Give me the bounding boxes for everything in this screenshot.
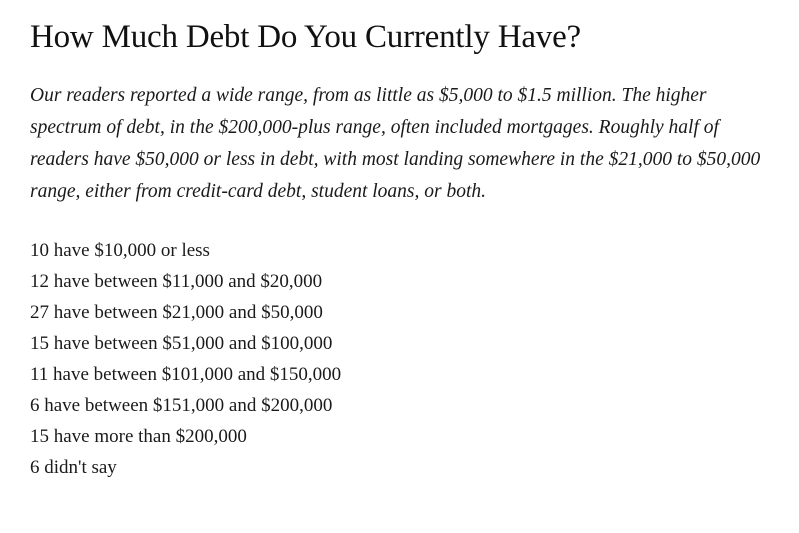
list-item: 15 have between $51,000 and $100,000 bbox=[30, 333, 333, 355]
list-item: 15 have more than $200,000 bbox=[30, 426, 247, 448]
list-item: 6 have between $151,000 and $200,000 bbox=[30, 395, 333, 417]
debt-breakdown-list bbox=[30, 236, 769, 484]
article-standfirst: Our readers reported a wide range, from as little as $5,000 to $1.5 million. The higher spectrum of debt, in the $200,000-plus range, often included mortgages. Roughly half of readers have $50,000 or less in debt, with most landing somewhere in the $21,000 to $50,000 range, either from credit-card debt, student loans, or both. bbox=[30, 84, 761, 203]
list-item: 11 have between $101,000 and $150,000 bbox=[30, 364, 342, 386]
list-item: 12 have between $11,000 and $20,000 bbox=[30, 271, 323, 293]
list-item: 27 have between $21,000 and $50,000 bbox=[30, 302, 323, 324]
page-title: How Much Debt Do You Currently Have? bbox=[30, 19, 581, 55]
list-item: 6 didn't say bbox=[30, 457, 117, 479]
list-item: 10 have $10,000 or less bbox=[30, 240, 210, 262]
